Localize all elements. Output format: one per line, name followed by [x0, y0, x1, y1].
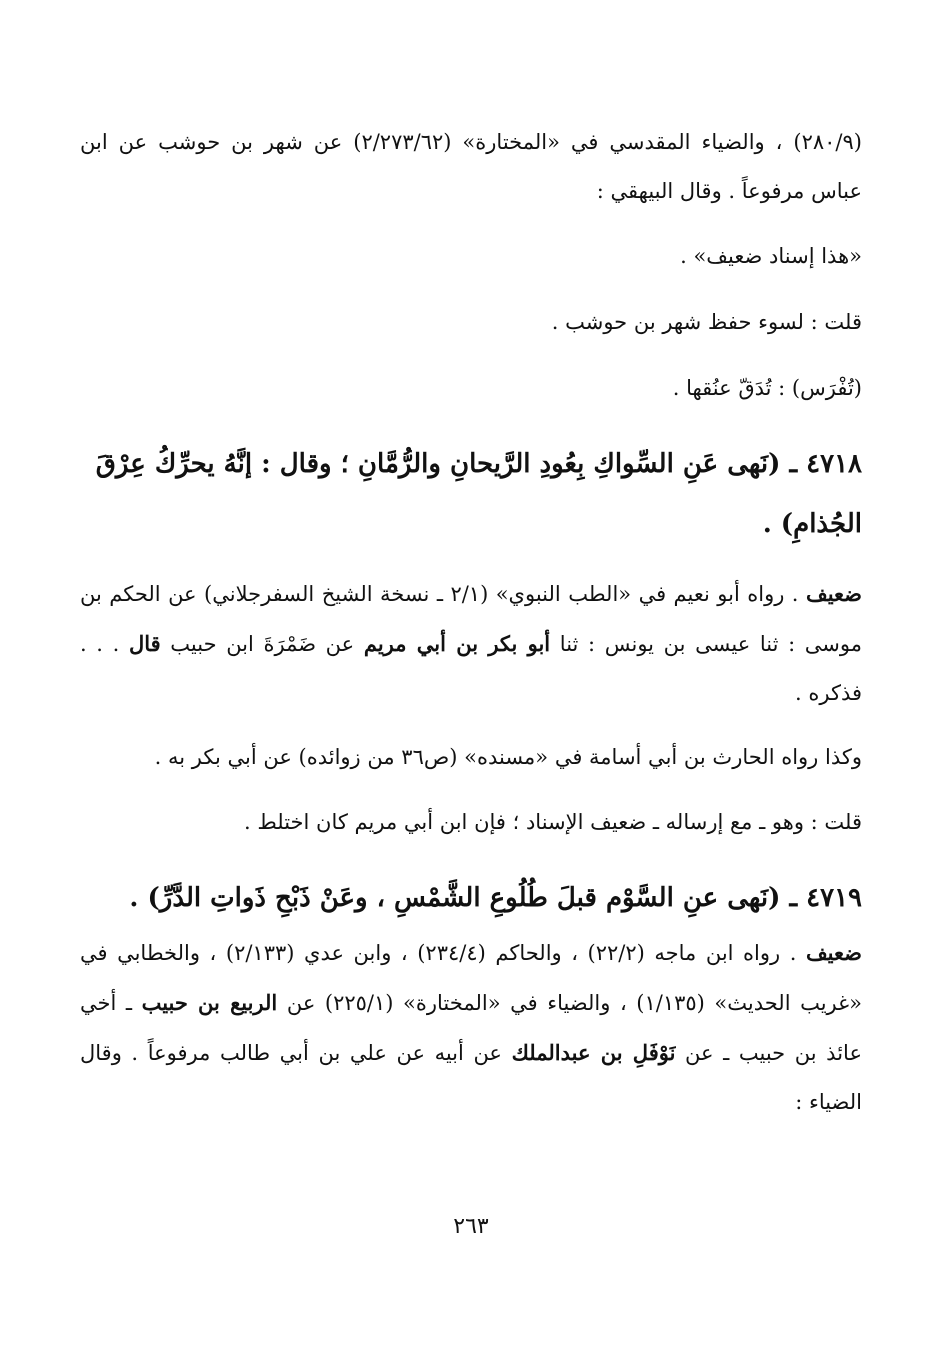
hadith-4718-additional: وكذا رواه الحارث بن أبي أسامة في «مسنده» (ص٣٦ من زوائده) عن أبي بكر به . — [154, 745, 862, 769]
takhrij-text: . رواه أبو نعيم في «الطب النبوي» (٢/١ ـ نسخة الشيخ السفرجلاني) عن الحكم بن موسى : ثنا عيسى بن يونس : ثنا — [80, 582, 862, 656]
hadith-4718-text: ٤٧١٨ ـ (نَهى عَنِ السِّواكِ بِعُودِ الرَّيحانِ والرُّمَّانِ ؛ وقال : إنَّهُ يحرِّكُ عِرْقَ الجُذامِ) . — [95, 449, 862, 539]
takhrij-ending: . . . فذكره . — [80, 632, 862, 705]
narrator-word: قال — [128, 631, 161, 656]
author-comment: قلت : لسوء حفظ شهر بن حوشب . — [551, 310, 862, 334]
hadith-4718-comment: قلت : وهو ـ مع إرساله ـ ضعيف الإسناد ؛ فإن ابن أبي مريم كان اختلط . — [243, 810, 862, 834]
takhrij-text: . رواه ابن ماجه (٢٢/٢) ، والحاكم (٢٣٤/٤) ، وابن عدي (٢/١٣٣) ، والخطابي في «غريب الحديث» (١/١٣٥) ، والضياء في «المختارة» (٢٢٥/١) عن — [80, 941, 862, 1015]
word-gloss: (تُفْرَس) : تُدَقّ عنُقها . — [672, 376, 862, 400]
bayhaqi-quote: «هذا إسناد ضعيف» . — [680, 244, 862, 268]
continuation-line-2: عن ابن عباس مرفوعاً . وقال البيهقي : — [80, 130, 862, 203]
takhrij-text: ـ أخي عائذ بن حبيب ـ عن — [80, 991, 862, 1065]
hadith-4719-text: ٤٧١٩ ـ (نَهى عنِ السَّوْم قبلَ طُلُوعِ الشَّمْسِ ، وعَنْ ذَبْحِ ذَواتِ الدَّرِّ) . — [129, 883, 862, 913]
continuation-line-1: (٢٨٠/٩) ، والضياء المقدسي في «المختارة» (٢/٢٧٣/٦٢) عن شهر بن حوشب — [158, 130, 862, 154]
narrator-name: نَوْفَلِ بن عبدالملك — [511, 1040, 676, 1065]
grade-label: ضعيف — [805, 940, 862, 965]
takhrij-text: عن ضَمْرَةَ ابن حبيب — [170, 632, 355, 656]
continuation-paragraph — [80, 118, 862, 216]
page-number: ٢٦٣ — [453, 1214, 489, 1239]
hadith-4719-takhrij — [80, 928, 862, 1127]
narrator-name: أبو بكر بن أبي مريم — [363, 631, 551, 656]
narrator-name: الربيع بن حبيب — [141, 990, 278, 1015]
takhrij-text: عن أبيه عن علي بن أبي طالب مرفوعاً . وقال الضياء : — [80, 1041, 862, 1114]
hadith-4718-takhrij — [80, 569, 862, 718]
grade-label: ضعيف — [805, 581, 862, 606]
